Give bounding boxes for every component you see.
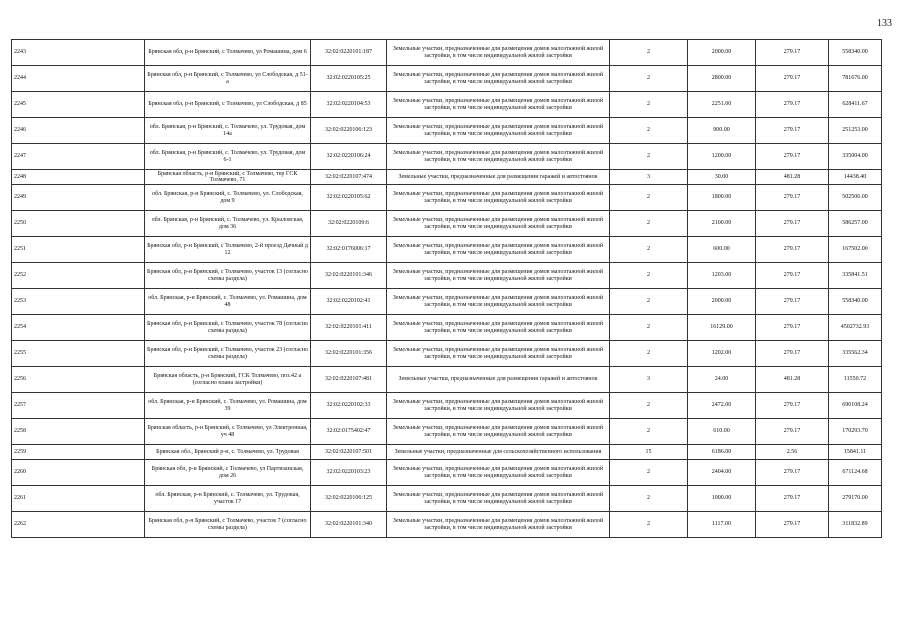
category-cell: 2 xyxy=(610,512,688,538)
table-row xyxy=(12,486,882,512)
permitted-use-cell: Земельные участки, предназначенные для размещения гаражей и автостоянок xyxy=(387,170,610,185)
cadastral-number-cell: 32:02:0220104:53 xyxy=(311,92,387,118)
category-cell: 2 xyxy=(610,118,688,144)
address-cell: Брянская обл, р-н Брянский, с Толмачево, ул Слободская, д 85 xyxy=(145,92,311,118)
cadastral-value-cell: 15841.11 xyxy=(829,445,882,460)
cadastral-value-cell: 690108.24 xyxy=(829,393,882,419)
row-number-cell: 2247 xyxy=(12,144,145,170)
area-cell: 1202.00 xyxy=(688,341,756,367)
permitted-use-cell: Земельные участки, предназначенные для размещения домов малоэтажной жилой застройки, в том числе индивидуальной жилой застройки xyxy=(387,40,610,66)
table-row xyxy=(12,512,882,538)
address-cell: Брянская обл, р-н Брянский, с Толмачево, 2-й проезд Дачный д 12 xyxy=(145,237,311,263)
rate-cell: 279.17 xyxy=(756,486,829,512)
area-cell: 1800.00 xyxy=(688,185,756,211)
row-number-cell: 2249 xyxy=(12,185,145,211)
permitted-use-cell: Земельные участки, предназначенные для размещения домов малоэтажной жилой застройки, в том числе индивидуальной жилой застройки xyxy=(387,289,610,315)
category-cell: 2 xyxy=(610,393,688,419)
cadastral-value-cell: 14438.40 xyxy=(829,170,882,185)
table-row xyxy=(12,445,882,460)
cadastral-number-cell: 32:02:0220106:24 xyxy=(311,144,387,170)
address-cell: Брянская обл, р-н Брянский, с Толмачево, участок 13 (согласно схемы раздела) xyxy=(145,263,311,289)
cadastral-value-cell: 4502732.93 xyxy=(829,315,882,341)
category-cell: 2 xyxy=(610,185,688,211)
cadastral-value-cell: 170293.70 xyxy=(829,419,882,445)
cadastral-number-cell: 32:02:0220101:411 xyxy=(311,315,387,341)
address-cell: обл. Брянская, р-н Брянский, с. Толмачево, ул. Трудовая, дом 14а xyxy=(145,118,311,144)
cadastral-number-cell: 32:02:0220102:41 xyxy=(311,289,387,315)
category-cell: 2 xyxy=(610,289,688,315)
cadastral-value-cell: 781676.00 xyxy=(829,66,882,92)
row-number-cell: 2248 xyxy=(12,170,145,185)
category-cell: 2 xyxy=(610,263,688,289)
permitted-use-cell: Земельные участки, предназначенные для размещения домов малоэтажной жилой застройки, в том числе индивидуальной жилой застройки xyxy=(387,118,610,144)
address-cell: Брянская обл, р-н Брянский, с Толмачево, участок 78 (согласно схемы раздела) xyxy=(145,315,311,341)
category-cell: 2 xyxy=(610,237,688,263)
address-cell: Брянская обл, р-н Брянский, с Толмачево, участок 23 (согласно схемы раздела) xyxy=(145,341,311,367)
cadastral-number-cell: 32:02:0220101:187 xyxy=(311,40,387,66)
rate-cell: 279.17 xyxy=(756,144,829,170)
area-cell: 600.00 xyxy=(688,237,756,263)
address-cell: обл. Брянская, р-н Брянский, с. Толмачево, ул. Ромашина, дом 39 xyxy=(145,393,311,419)
row-number-cell: 2261 xyxy=(12,486,145,512)
cadastral-number-cell: 32:02:0220109:6 xyxy=(311,211,387,237)
address-cell: обл. Брянская, р-н Брянский, с. Толмачево, ул. Трудовая, участок 17 xyxy=(145,486,311,512)
cadastral-value-cell: 335004.00 xyxy=(829,144,882,170)
table-row xyxy=(12,144,882,170)
row-number-cell: 2246 xyxy=(12,118,145,144)
rate-cell: 279.17 xyxy=(756,237,829,263)
permitted-use-cell: Земельные участки, предназначенные для размещения домов малоэтажной жилой застройки, в том числе индивидуальной жилой застройки xyxy=(387,92,610,118)
row-number-cell: 2254 xyxy=(12,315,145,341)
category-cell: 2 xyxy=(610,211,688,237)
cadastral-number-cell: 32:02:0220101:340 xyxy=(311,512,387,538)
permitted-use-cell: Земельные участки, предназначенные для размещения домов малоэтажной жилой застройки, в том числе индивидуальной жилой застройки xyxy=(387,393,610,419)
table-row xyxy=(12,367,882,393)
permitted-use-cell: Земельные участки, предназначенные для размещения домов малоэтажной жилой застройки, в том числе индивидуальной жилой застройки xyxy=(387,211,610,237)
rate-cell: 279.17 xyxy=(756,92,829,118)
rate-cell: 279.17 xyxy=(756,393,829,419)
cadastral-number-cell: 32:02:0220107:474 xyxy=(311,170,387,185)
rate-cell: 279.17 xyxy=(756,289,829,315)
address-cell: Брянская обл, р-н Брянский, с Толмачево, ул Ромашина, дом 6 xyxy=(145,40,311,66)
address-cell: Брянская обл., Брянский р-н, с. Толмачево, ул. Трудовая xyxy=(145,445,311,460)
land-plot-register-table xyxy=(11,39,882,538)
category-cell: 3 xyxy=(610,170,688,185)
table-row xyxy=(12,289,882,315)
area-cell: 1000.00 xyxy=(688,486,756,512)
permitted-use-cell: Земельные участки, предназначенные для размещения домов малоэтажной жилой застройки, в том числе индивидуальной жилой застройки xyxy=(387,315,610,341)
row-number-cell: 2243 xyxy=(12,40,145,66)
address-cell: обл. Брянская, р-н Брянский, с. Толмачево, ул. Крыловская, дом 36 xyxy=(145,211,311,237)
permitted-use-cell: Земельные участки, предназначенные для размещения домов малоэтажной жилой застройки, в том числе индивидуальной жилой застройки xyxy=(387,144,610,170)
permitted-use-cell: Земельные участки, предназначенные для размещения домов малоэтажной жилой застройки, в том числе индивидуальной жилой застройки xyxy=(387,486,610,512)
register-body xyxy=(12,40,882,538)
area-cell: 2404.00 xyxy=(688,460,756,486)
cadastral-value-cell: 502506.00 xyxy=(829,185,882,211)
rate-cell: 279.17 xyxy=(756,419,829,445)
table-row xyxy=(12,460,882,486)
cadastral-number-cell: 32:02:0220105:25 xyxy=(311,66,387,92)
row-number-cell: 2244 xyxy=(12,66,145,92)
category-cell: 2 xyxy=(610,419,688,445)
area-cell: 30.00 xyxy=(688,170,756,185)
area-cell: 2472.00 xyxy=(688,393,756,419)
row-number-cell: 2251 xyxy=(12,237,145,263)
area-cell: 6186.00 xyxy=(688,445,756,460)
rate-cell: 279.17 xyxy=(756,460,829,486)
cadastral-number-cell: 32:02:0220102:33 xyxy=(311,393,387,419)
row-number-cell: 2258 xyxy=(12,419,145,445)
rate-cell: 279.17 xyxy=(756,211,829,237)
area-cell: 1117.00 xyxy=(688,512,756,538)
area-cell: 2800.00 xyxy=(688,66,756,92)
area-cell: 2100.00 xyxy=(688,211,756,237)
cadastral-number-cell: 32:02:0220103:23 xyxy=(311,460,387,486)
category-cell: 2 xyxy=(610,92,688,118)
rate-cell: 481.28 xyxy=(756,367,829,393)
row-number-cell: 2262 xyxy=(12,512,145,538)
table-row xyxy=(12,341,882,367)
row-number-cell: 2259 xyxy=(12,445,145,460)
address-cell: обл. Брянская, р-н Брянский, с. Толмачево, ул. Трудовая, дом 6-1 xyxy=(145,144,311,170)
table-row xyxy=(12,263,882,289)
permitted-use-cell: Земельные участки, предназначенные для размещения домов малоэтажной жилой застройки, в том числе индивидуальной жилой застройки xyxy=(387,419,610,445)
cadastral-value-cell: 671124.68 xyxy=(829,460,882,486)
cadastral-value-cell: 558340.00 xyxy=(829,40,882,66)
page-number: 133 xyxy=(877,18,892,29)
table-row xyxy=(12,66,882,92)
cadastral-number-cell: 32:02:0220105:62 xyxy=(311,185,387,211)
row-number-cell: 2253 xyxy=(12,289,145,315)
area-cell: 610.00 xyxy=(688,419,756,445)
category-cell: 2 xyxy=(610,144,688,170)
address-cell: обл. Брянская, р-н Брянский, с. Толмачево, ул. Ромашина, дом 48 xyxy=(145,289,311,315)
row-number-cell: 2256 xyxy=(12,367,145,393)
rate-cell: 279.17 xyxy=(756,263,829,289)
area-cell: 2000.00 xyxy=(688,40,756,66)
permitted-use-cell: Земельные участки, предназначенные для сельскохозяйственного использования xyxy=(387,445,610,460)
cadastral-value-cell: 167502.00 xyxy=(829,237,882,263)
cadastral-number-cell: 32:02:0220101:346 xyxy=(311,263,387,289)
rate-cell: 279.17 xyxy=(756,66,829,92)
address-cell: обл. Брянская, р-н Брянский, с. Толмачево, ул. Слободская, дом 9 xyxy=(145,185,311,211)
permitted-use-cell: Земельные участки, предназначенные для размещения гаражей и автостоянок xyxy=(387,367,610,393)
cadastral-value-cell: 586257.00 xyxy=(829,211,882,237)
area-cell: 900.00 xyxy=(688,118,756,144)
cadastral-number-cell: 32:02:0220106:125 xyxy=(311,486,387,512)
category-cell: 2 xyxy=(610,486,688,512)
cadastral-number-cell: 32:02:0220107:501 xyxy=(311,445,387,460)
cadastral-number-cell: 32:02:0176006:17 xyxy=(311,237,387,263)
permitted-use-cell: Земельные участки, предназначенные для размещения домов малоэтажной жилой застройки, в том числе индивидуальной жилой застройки xyxy=(387,341,610,367)
table-row xyxy=(12,170,882,185)
rate-cell: 279.17 xyxy=(756,40,829,66)
area-cell: 2251.00 xyxy=(688,92,756,118)
rate-cell: 279.17 xyxy=(756,315,829,341)
cadastral-value-cell: 251253.00 xyxy=(829,118,882,144)
row-number-cell: 2260 xyxy=(12,460,145,486)
category-cell: 2 xyxy=(610,40,688,66)
rate-cell: 481.28 xyxy=(756,170,829,185)
category-cell: 3 xyxy=(610,367,688,393)
permitted-use-cell: Земельные участки, предназначенные для размещения домов малоэтажной жилой застройки, в том числе индивидуальной жилой застройки xyxy=(387,263,610,289)
permitted-use-cell: Земельные участки, предназначенные для размещения домов малоэтажной жилой застройки, в том числе индивидуальной жилой застройки xyxy=(387,512,610,538)
table-row xyxy=(12,92,882,118)
row-number-cell: 2245 xyxy=(12,92,145,118)
row-number-cell: 2250 xyxy=(12,211,145,237)
cadastral-value-cell: 558340.00 xyxy=(829,289,882,315)
category-cell: 2 xyxy=(610,341,688,367)
category-cell: 15 xyxy=(610,445,688,460)
table-row xyxy=(12,40,882,66)
rate-cell: 279.17 xyxy=(756,118,829,144)
permitted-use-cell: Земельные участки, предназначенные для размещения домов малоэтажной жилой застройки, в том числе индивидуальной жилой застройки xyxy=(387,237,610,263)
rate-cell: 279.17 xyxy=(756,341,829,367)
permitted-use-cell: Земельные участки, предназначенные для размещения домов малоэтажной жилой застройки, в том числе индивидуальной жилой застройки xyxy=(387,185,610,211)
cadastral-value-cell: 335841.51 xyxy=(829,263,882,289)
table-row xyxy=(12,393,882,419)
rate-cell: 279.17 xyxy=(756,512,829,538)
category-cell: 2 xyxy=(610,66,688,92)
table-row xyxy=(12,419,882,445)
cadastral-number-cell: 32:02:0220101:356 xyxy=(311,341,387,367)
address-cell: Брянская область, р-н Брянский, ГСК Толмачево, поз.42 а (согласно плана застройки) xyxy=(145,367,311,393)
cadastral-value-cell: 279170.00 xyxy=(829,486,882,512)
row-number-cell: 2257 xyxy=(12,393,145,419)
table-row xyxy=(12,211,882,237)
cadastral-value-cell: 335562.34 xyxy=(829,341,882,367)
cadastral-value-cell: 311832.89 xyxy=(829,512,882,538)
address-cell: Брянская обл, р-н Брянский, с Толмачево, ул Партизанская, дом 26 xyxy=(145,460,311,486)
rate-cell: 2.56 xyxy=(756,445,829,460)
cadastral-number-cell: 32:02:0220107:481 xyxy=(311,367,387,393)
address-cell: Брянская обл, р-н Брянский, с Толмачево, ул Слободская, д 51-а xyxy=(145,66,311,92)
table-row xyxy=(12,315,882,341)
area-cell: 24.00 xyxy=(688,367,756,393)
category-cell: 2 xyxy=(610,460,688,486)
table-row xyxy=(12,118,882,144)
category-cell: 2 xyxy=(610,315,688,341)
table-row xyxy=(12,237,882,263)
area-cell: 2000.00 xyxy=(688,289,756,315)
area-cell: 16129.00 xyxy=(688,315,756,341)
address-cell: Брянская область, р-н Брянский, с Толмачево, тер ГСК Толмачево, 71 xyxy=(145,170,311,185)
address-cell: Брянская обл, р-н Брянский, с Толмачево, участок 7 (согласно схемы раздела) xyxy=(145,512,311,538)
row-number-cell: 2252 xyxy=(12,263,145,289)
row-number-cell: 2255 xyxy=(12,341,145,367)
permitted-use-cell: Земельные участки, предназначенные для размещения домов малоэтажной жилой застройки, в том числе индивидуальной жилой застройки xyxy=(387,460,610,486)
area-cell: 1203.00 xyxy=(688,263,756,289)
cadastral-value-cell: 11550.72 xyxy=(829,367,882,393)
cadastral-value-cell: 628411.67 xyxy=(829,92,882,118)
cadastral-number-cell: 32:02:0175402:47 xyxy=(311,419,387,445)
cadastral-number-cell: 32:02:0220106:123 xyxy=(311,118,387,144)
rate-cell: 279.17 xyxy=(756,185,829,211)
permitted-use-cell: Земельные участки, предназначенные для размещения домов малоэтажной жилой застройки, в том числе индивидуальной жилой застройки xyxy=(387,66,610,92)
table-row xyxy=(12,185,882,211)
address-cell: Брянская область, р-н Брянский, с Толмачево, ул Электронная, уч 48 xyxy=(145,419,311,445)
area-cell: 1200.00 xyxy=(688,144,756,170)
